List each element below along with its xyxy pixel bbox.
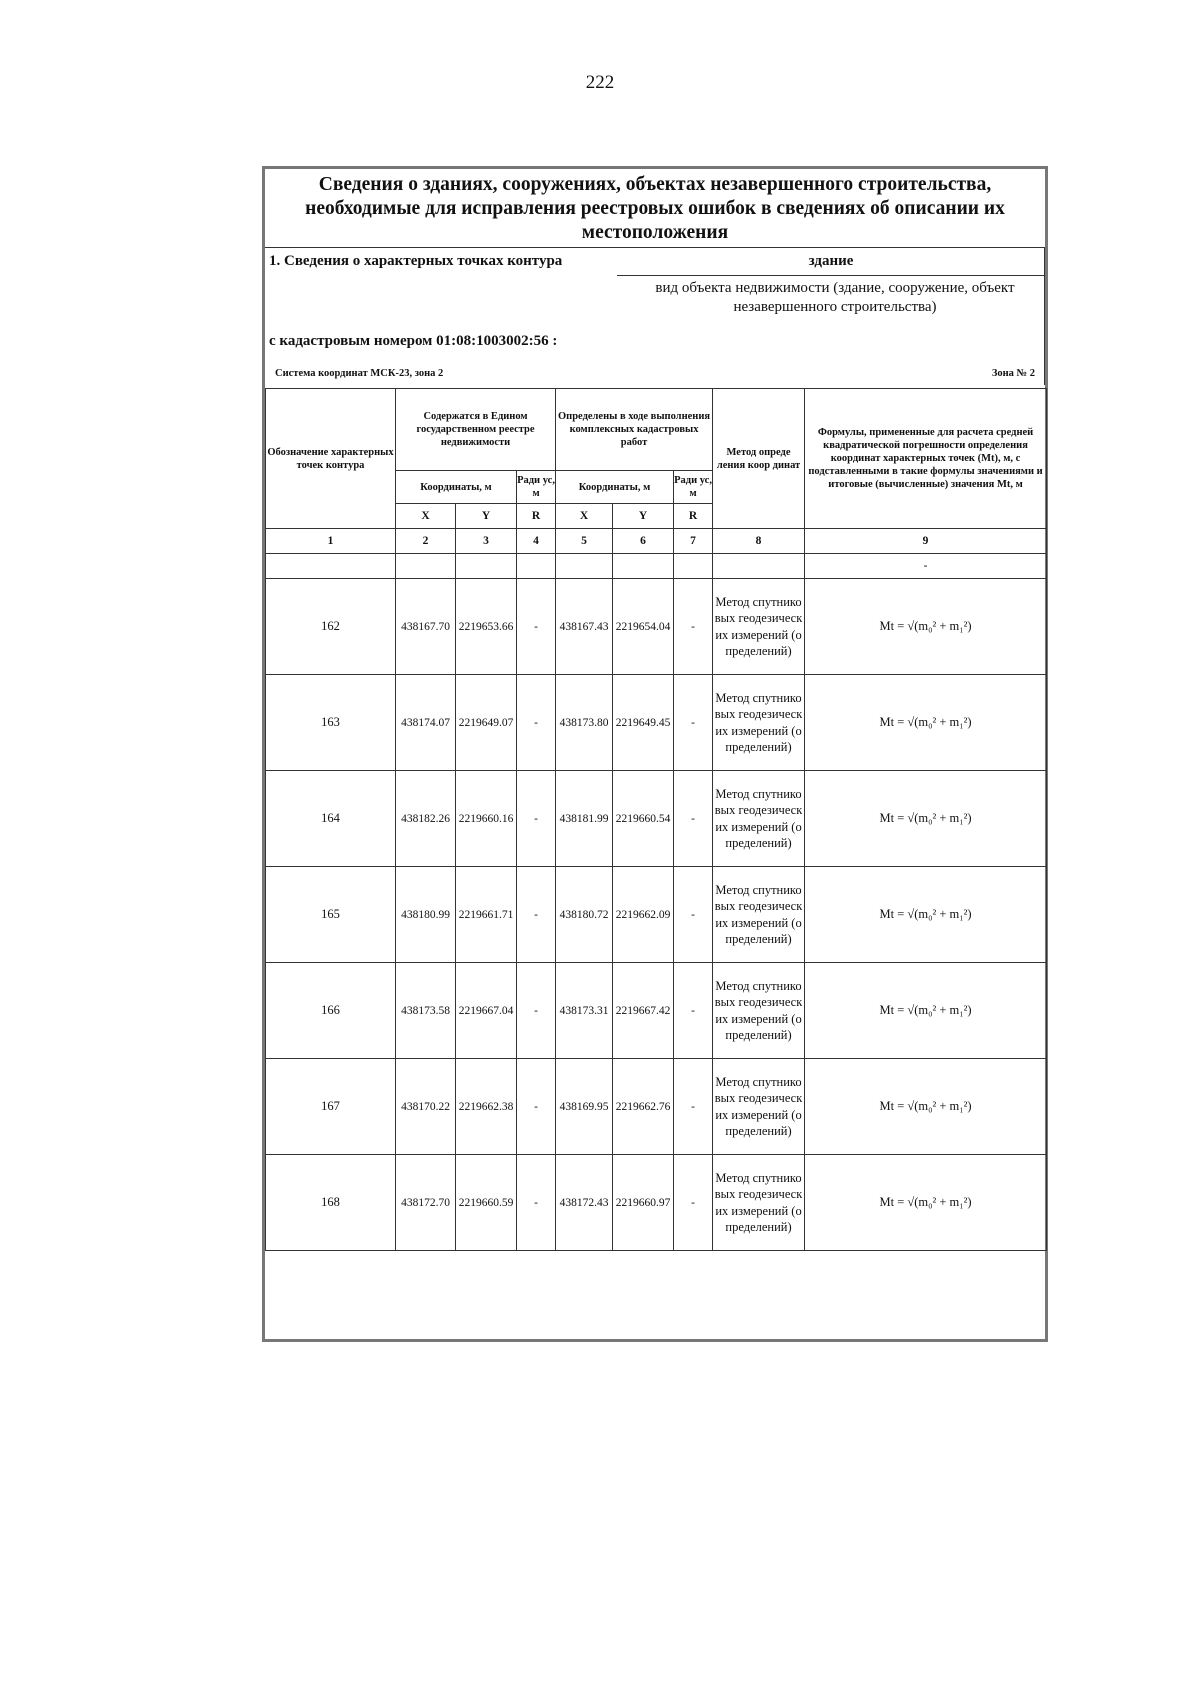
title-divider (265, 247, 1045, 248)
header-determined: Определены в ходе выполнения комплексных кадастровых работ (556, 389, 713, 471)
method-cell: Метод спутниковых геодезических измерений (определений) (713, 963, 805, 1059)
table-cell (613, 554, 674, 579)
blank-footer-row (266, 1251, 1047, 1285)
table-cell (456, 554, 517, 579)
formula-cell: Mt = √(m₀² + m₁²) (805, 963, 1047, 1059)
document-frame (262, 166, 1048, 1342)
column-number: 3 (456, 529, 517, 554)
determined-radius: - (674, 1155, 713, 1251)
method-cell: Метод спутниковых геодезических измерений (определений) (713, 1155, 805, 1251)
formula-cell: Mt = √(m₀² + m₁²) (805, 675, 1047, 771)
determined-y: 2219662.09 (613, 867, 674, 963)
determined-radius: - (674, 771, 713, 867)
point-id: 167 (266, 1059, 396, 1155)
column-number: 4 (517, 529, 556, 554)
table-cell (556, 554, 613, 579)
determined-y: 2219660.54 (613, 771, 674, 867)
determined-x: 438167.43 (556, 579, 613, 675)
determined-y: 2219654.04 (613, 579, 674, 675)
determined-x: 438172.43 (556, 1155, 613, 1251)
egrn-x: 438170.22 (396, 1059, 456, 1155)
table-cell: - (805, 554, 1047, 579)
determined-radius: - (674, 579, 713, 675)
points-table (265, 388, 1047, 1285)
cadastral-number: с кадастровым номером 01:08:1003002:56 : (269, 333, 558, 349)
column-number: 9 (805, 529, 1047, 554)
method-cell: Метод спутниковых геодезических измерений (определений) (713, 867, 805, 963)
egrn-y: 2219649.07 (456, 675, 517, 771)
formula-cell: Mt = √(m₀² + m₁²) (805, 867, 1047, 963)
zone-label: Зона № 2 (991, 368, 1035, 379)
formula-cell: Mt = √(m₀² + m₁²) (805, 579, 1047, 675)
header-method: Метод опреде ления коор динат (713, 389, 805, 529)
egrn-x: 438173.58 (396, 963, 456, 1059)
object-type-underline (617, 275, 1045, 276)
blank-row (266, 554, 1047, 579)
point-id: 168 (266, 1155, 396, 1251)
determined-x: 438180.72 (556, 867, 613, 963)
formula-cell: Mt = √(m₀² + m₁²) (805, 1155, 1047, 1251)
determined-radius: - (674, 675, 713, 771)
determined-y: 2219662.76 (613, 1059, 674, 1155)
table-row (266, 675, 1047, 771)
table-cell (713, 554, 805, 579)
egrn-radius: - (517, 771, 556, 867)
object-type-hint: вид объекта недвижимости (здание, сооружение, объект незавершенного строительства) (655, 280, 1015, 315)
determined-x: 438181.99 (556, 771, 613, 867)
method-cell: Метод спутниковых геодезических измерений (определений) (713, 1059, 805, 1155)
header-radius: Ради ус, м (517, 471, 556, 504)
determined-radius: - (674, 867, 713, 963)
table-cell (396, 554, 456, 579)
egrn-radius: - (517, 963, 556, 1059)
egrn-y: 2219660.59 (456, 1155, 517, 1251)
column-number: 5 (556, 529, 613, 554)
table-cell (517, 554, 556, 579)
egrn-x: 438172.70 (396, 1155, 456, 1251)
header-point-designation: Обозначение характерных точек контура (266, 389, 396, 529)
table-cell (266, 1251, 1047, 1285)
object-type: здание (808, 253, 854, 269)
header-r: R (517, 504, 556, 529)
column-number: 8 (713, 529, 805, 554)
title-line: местоположения (581, 222, 729, 243)
egrn-x: 438182.26 (396, 771, 456, 867)
egrn-y: 2219667.04 (456, 963, 517, 1059)
point-id: 165 (266, 867, 396, 963)
egrn-x: 438180.99 (396, 867, 456, 963)
determined-y: 2219660.97 (613, 1155, 674, 1251)
column-number: 2 (396, 529, 456, 554)
table-row (266, 1155, 1047, 1251)
determined-y: 2219667.42 (613, 963, 674, 1059)
method-cell: Метод спутниковых геодезических измерений (определений) (713, 675, 805, 771)
point-id: 163 (266, 675, 396, 771)
header-coords: Координаты, м (396, 471, 517, 504)
document-title (265, 173, 1045, 245)
title-line: необходимые для исправления реестровых ошибок в сведениях об описании их (305, 198, 1005, 219)
header-radius: Ради ус, м (674, 471, 713, 504)
title-line: Сведения о зданиях, сооружениях, объектах незавершенного строительства, (318, 174, 992, 195)
egrn-y: 2219653.66 (456, 579, 517, 675)
egrn-radius: - (517, 1059, 556, 1155)
determined-y: 2219649.45 (613, 675, 674, 771)
header-x: X (556, 504, 613, 529)
point-id: 166 (266, 963, 396, 1059)
egrn-x: 438167.70 (396, 579, 456, 675)
right-rule (1044, 247, 1045, 385)
table-cell (266, 554, 396, 579)
determined-x: 438169.95 (556, 1059, 613, 1155)
formula-cell: Mt = √(m₀² + m₁²) (805, 1059, 1047, 1155)
table-row (266, 867, 1047, 963)
header-y: Y (613, 504, 674, 529)
determined-radius: - (674, 963, 713, 1059)
egrn-y: 2219661.71 (456, 867, 517, 963)
egrn-radius: - (517, 579, 556, 675)
header-formulas: Формулы, примененные для расчета средней квадратической погрешности определения координат характерных точек (Mt), м, с подставленными в такие формулы значениями и итоговые (вычисленные) значения Mt, м (805, 389, 1047, 529)
table-cell (674, 554, 713, 579)
column-number-row (266, 529, 1047, 554)
page-number: 222 (585, 72, 615, 93)
header-coords: Координаты, м (556, 471, 674, 504)
column-number: 7 (674, 529, 713, 554)
determined-radius: - (674, 1059, 713, 1155)
egrn-radius: - (517, 675, 556, 771)
point-id: 164 (266, 771, 396, 867)
determined-x: 438173.80 (556, 675, 613, 771)
column-number: 1 (266, 529, 396, 554)
header-y: Y (456, 504, 517, 529)
egrn-radius: - (517, 867, 556, 963)
formula-cell: Mt = √(m₀² + m₁²) (805, 771, 1047, 867)
method-cell: Метод спутниковых геодезических измерений (определений) (713, 771, 805, 867)
coordinate-system: Система координат МСК-23, зона 2 (275, 368, 444, 379)
header-x: X (396, 504, 456, 529)
table-row (266, 963, 1047, 1059)
header-r: R (674, 504, 713, 529)
egrn-x: 438174.07 (396, 675, 456, 771)
egrn-y: 2219660.16 (456, 771, 517, 867)
point-id: 162 (266, 579, 396, 675)
header-egrn: Содержатся в Едином государственном реестре недвижимости (396, 389, 556, 471)
column-number: 6 (613, 529, 674, 554)
section-heading: 1. Сведения о характерных точках контура (269, 253, 563, 269)
determined-x: 438173.31 (556, 963, 613, 1059)
table-row (266, 1059, 1047, 1155)
table-row (266, 579, 1047, 675)
method-cell: Метод спутниковых геодезических измерений (определений) (713, 579, 805, 675)
table-row (266, 771, 1047, 867)
header-row (266, 389, 1047, 471)
egrn-radius: - (517, 1155, 556, 1251)
egrn-y: 2219662.38 (456, 1059, 517, 1155)
